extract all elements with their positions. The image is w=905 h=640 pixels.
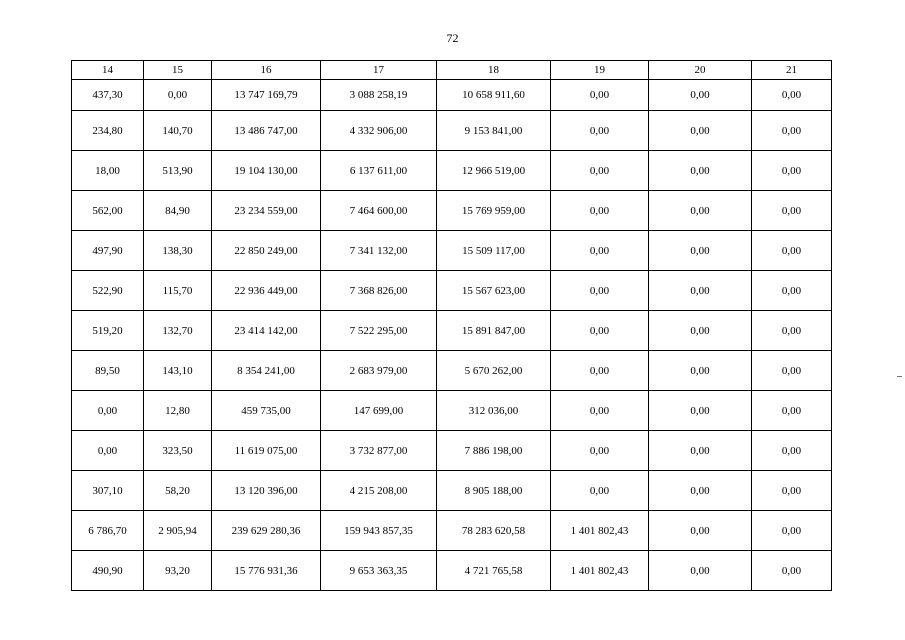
- table-cell: 18,00: [72, 151, 144, 191]
- table-cell: 19 104 130,00: [212, 151, 321, 191]
- table-cell: 115,70: [144, 271, 212, 311]
- table-cell: 15 769 959,00: [437, 191, 551, 231]
- table-cell: 0,00: [649, 80, 752, 111]
- column-header: 15: [144, 61, 212, 80]
- table-cell: 0,00: [551, 431, 649, 471]
- table-cell: 312 036,00: [437, 391, 551, 431]
- table-cell: 0,00: [649, 391, 752, 431]
- table-cell: 0,00: [752, 351, 832, 391]
- table-cell: 23 414 142,00: [212, 311, 321, 351]
- table-cell: 0,00: [752, 80, 832, 111]
- table-cell: 0,00: [551, 471, 649, 511]
- table-cell: 0,00: [752, 191, 832, 231]
- table-cell: 323,50: [144, 431, 212, 471]
- column-header: 20: [649, 61, 752, 80]
- table-cell: 13 486 747,00: [212, 111, 321, 151]
- table-cell: 0,00: [649, 151, 752, 191]
- table-cell: 5 670 262,00: [437, 351, 551, 391]
- table-row: [72, 231, 832, 271]
- table-cell: 2 905,94: [144, 511, 212, 551]
- table-cell: 562,00: [72, 191, 144, 231]
- table-cell: 93,20: [144, 551, 212, 591]
- table-cell: 13 120 396,00: [212, 471, 321, 511]
- table-cell: 13 747 169,79: [212, 80, 321, 111]
- table-cell: 84,90: [144, 191, 212, 231]
- table-cell: 11 619 075,00: [212, 431, 321, 471]
- table-cell: 143,10: [144, 351, 212, 391]
- table-cell: 22 850 249,00: [212, 231, 321, 271]
- table-cell: 6 786,70: [72, 511, 144, 551]
- column-header: 19: [551, 61, 649, 80]
- table-cell: 3 088 258,19: [321, 80, 437, 111]
- table-header-row: [72, 61, 832, 80]
- table-row: [72, 311, 832, 351]
- table-cell: 7 886 198,00: [437, 431, 551, 471]
- table-cell: 0,00: [144, 80, 212, 111]
- table-cell: 8 905 188,00: [437, 471, 551, 511]
- table-cell: 0,00: [752, 151, 832, 191]
- table-cell: 0,00: [752, 271, 832, 311]
- table-cell: 0,00: [72, 431, 144, 471]
- table-cell: 15 509 117,00: [437, 231, 551, 271]
- table-cell: 7 341 132,00: [321, 231, 437, 271]
- column-header: 17: [321, 61, 437, 80]
- table-cell: 0,00: [551, 231, 649, 271]
- column-header: 21: [752, 61, 832, 80]
- table-cell: 0,00: [752, 111, 832, 151]
- table-cell: 513,90: [144, 151, 212, 191]
- table-cell: 138,30: [144, 231, 212, 271]
- table-row: [72, 351, 832, 391]
- table-cell: 15 776 931,36: [212, 551, 321, 591]
- table-cell: 459 735,00: [212, 391, 321, 431]
- table-cell: 0,00: [551, 111, 649, 151]
- table-row: [72, 111, 832, 151]
- table-cell: 132,70: [144, 311, 212, 351]
- table-cell: 437,30: [72, 80, 144, 111]
- table-cell: 89,50: [72, 351, 144, 391]
- table-cell: 7 464 600,00: [321, 191, 437, 231]
- table-row: [72, 271, 832, 311]
- margin-mark: [897, 376, 902, 377]
- table-cell: 6 137 611,00: [321, 151, 437, 191]
- table-row: [72, 471, 832, 511]
- table-cell: 0,00: [649, 431, 752, 471]
- table-cell: 0,00: [752, 311, 832, 351]
- table-cell: 7 522 295,00: [321, 311, 437, 351]
- page-number: 72: [446, 31, 459, 45]
- table-cell: 0,00: [649, 271, 752, 311]
- table-cell: 490,90: [72, 551, 144, 591]
- table-cell: 0,00: [649, 511, 752, 551]
- table-row: [72, 151, 832, 191]
- table-cell: 7 368 826,00: [321, 271, 437, 311]
- table-cell: 4 332 906,00: [321, 111, 437, 151]
- table-cell: 0,00: [551, 191, 649, 231]
- table-cell: 0,00: [649, 111, 752, 151]
- data-table: [71, 60, 832, 591]
- table-row: [72, 431, 832, 471]
- table-cell: 522,90: [72, 271, 144, 311]
- table-row: [72, 511, 832, 551]
- table-cell: 23 234 559,00: [212, 191, 321, 231]
- table-cell: 0,00: [752, 551, 832, 591]
- table-cell: 22 936 449,00: [212, 271, 321, 311]
- table-cell: 58,20: [144, 471, 212, 511]
- table-cell: 0,00: [551, 311, 649, 351]
- table-row: [72, 191, 832, 231]
- table-cell: 159 943 857,35: [321, 511, 437, 551]
- column-header: 16: [212, 61, 321, 80]
- table-cell: 0,00: [551, 80, 649, 111]
- table-cell: 0,00: [551, 351, 649, 391]
- table-cell: 4 721 765,58: [437, 551, 551, 591]
- table-cell: 234,80: [72, 111, 144, 151]
- table-cell: 0,00: [551, 271, 649, 311]
- table-cell: 307,10: [72, 471, 144, 511]
- table-cell: 0,00: [752, 471, 832, 511]
- table-cell: 1 401 802,43: [551, 511, 649, 551]
- table-cell: 8 354 241,00: [212, 351, 321, 391]
- table-cell: 519,20: [72, 311, 144, 351]
- column-header: 18: [437, 61, 551, 80]
- table-row: [72, 391, 832, 431]
- table-cell: 0,00: [649, 471, 752, 511]
- table-cell: 497,90: [72, 231, 144, 271]
- table-cell: 239 629 280,36: [212, 511, 321, 551]
- column-header: 14: [72, 61, 144, 80]
- table-cell: 12 966 519,00: [437, 151, 551, 191]
- table-cell: 0,00: [649, 551, 752, 591]
- table-cell: 0,00: [551, 391, 649, 431]
- table-cell: 0,00: [649, 231, 752, 271]
- table-row: [72, 80, 832, 111]
- table-body: [72, 80, 832, 591]
- table-cell: 0,00: [649, 351, 752, 391]
- table-cell: 4 215 208,00: [321, 471, 437, 511]
- table-cell: 15 567 623,00: [437, 271, 551, 311]
- table-cell: 12,80: [144, 391, 212, 431]
- table-cell: 1 401 802,43: [551, 551, 649, 591]
- table-cell: 9 153 841,00: [437, 111, 551, 151]
- table-cell: 0,00: [551, 151, 649, 191]
- table-cell: 10 658 911,60: [437, 80, 551, 111]
- table-cell: 0,00: [752, 511, 832, 551]
- table-cell: 2 683 979,00: [321, 351, 437, 391]
- table-cell: 9 653 363,35: [321, 551, 437, 591]
- table-cell: 147 699,00: [321, 391, 437, 431]
- table-cell: 0,00: [752, 231, 832, 271]
- table-cell: 0,00: [649, 311, 752, 351]
- table-cell: 0,00: [649, 191, 752, 231]
- table-cell: 15 891 847,00: [437, 311, 551, 351]
- table-cell: 0,00: [752, 391, 832, 431]
- table-cell: 140,70: [144, 111, 212, 151]
- table-cell: 3 732 877,00: [321, 431, 437, 471]
- table-row: [72, 551, 832, 591]
- table-cell: 0,00: [72, 391, 144, 431]
- table-cell: 78 283 620,58: [437, 511, 551, 551]
- table-cell: 0,00: [752, 431, 832, 471]
